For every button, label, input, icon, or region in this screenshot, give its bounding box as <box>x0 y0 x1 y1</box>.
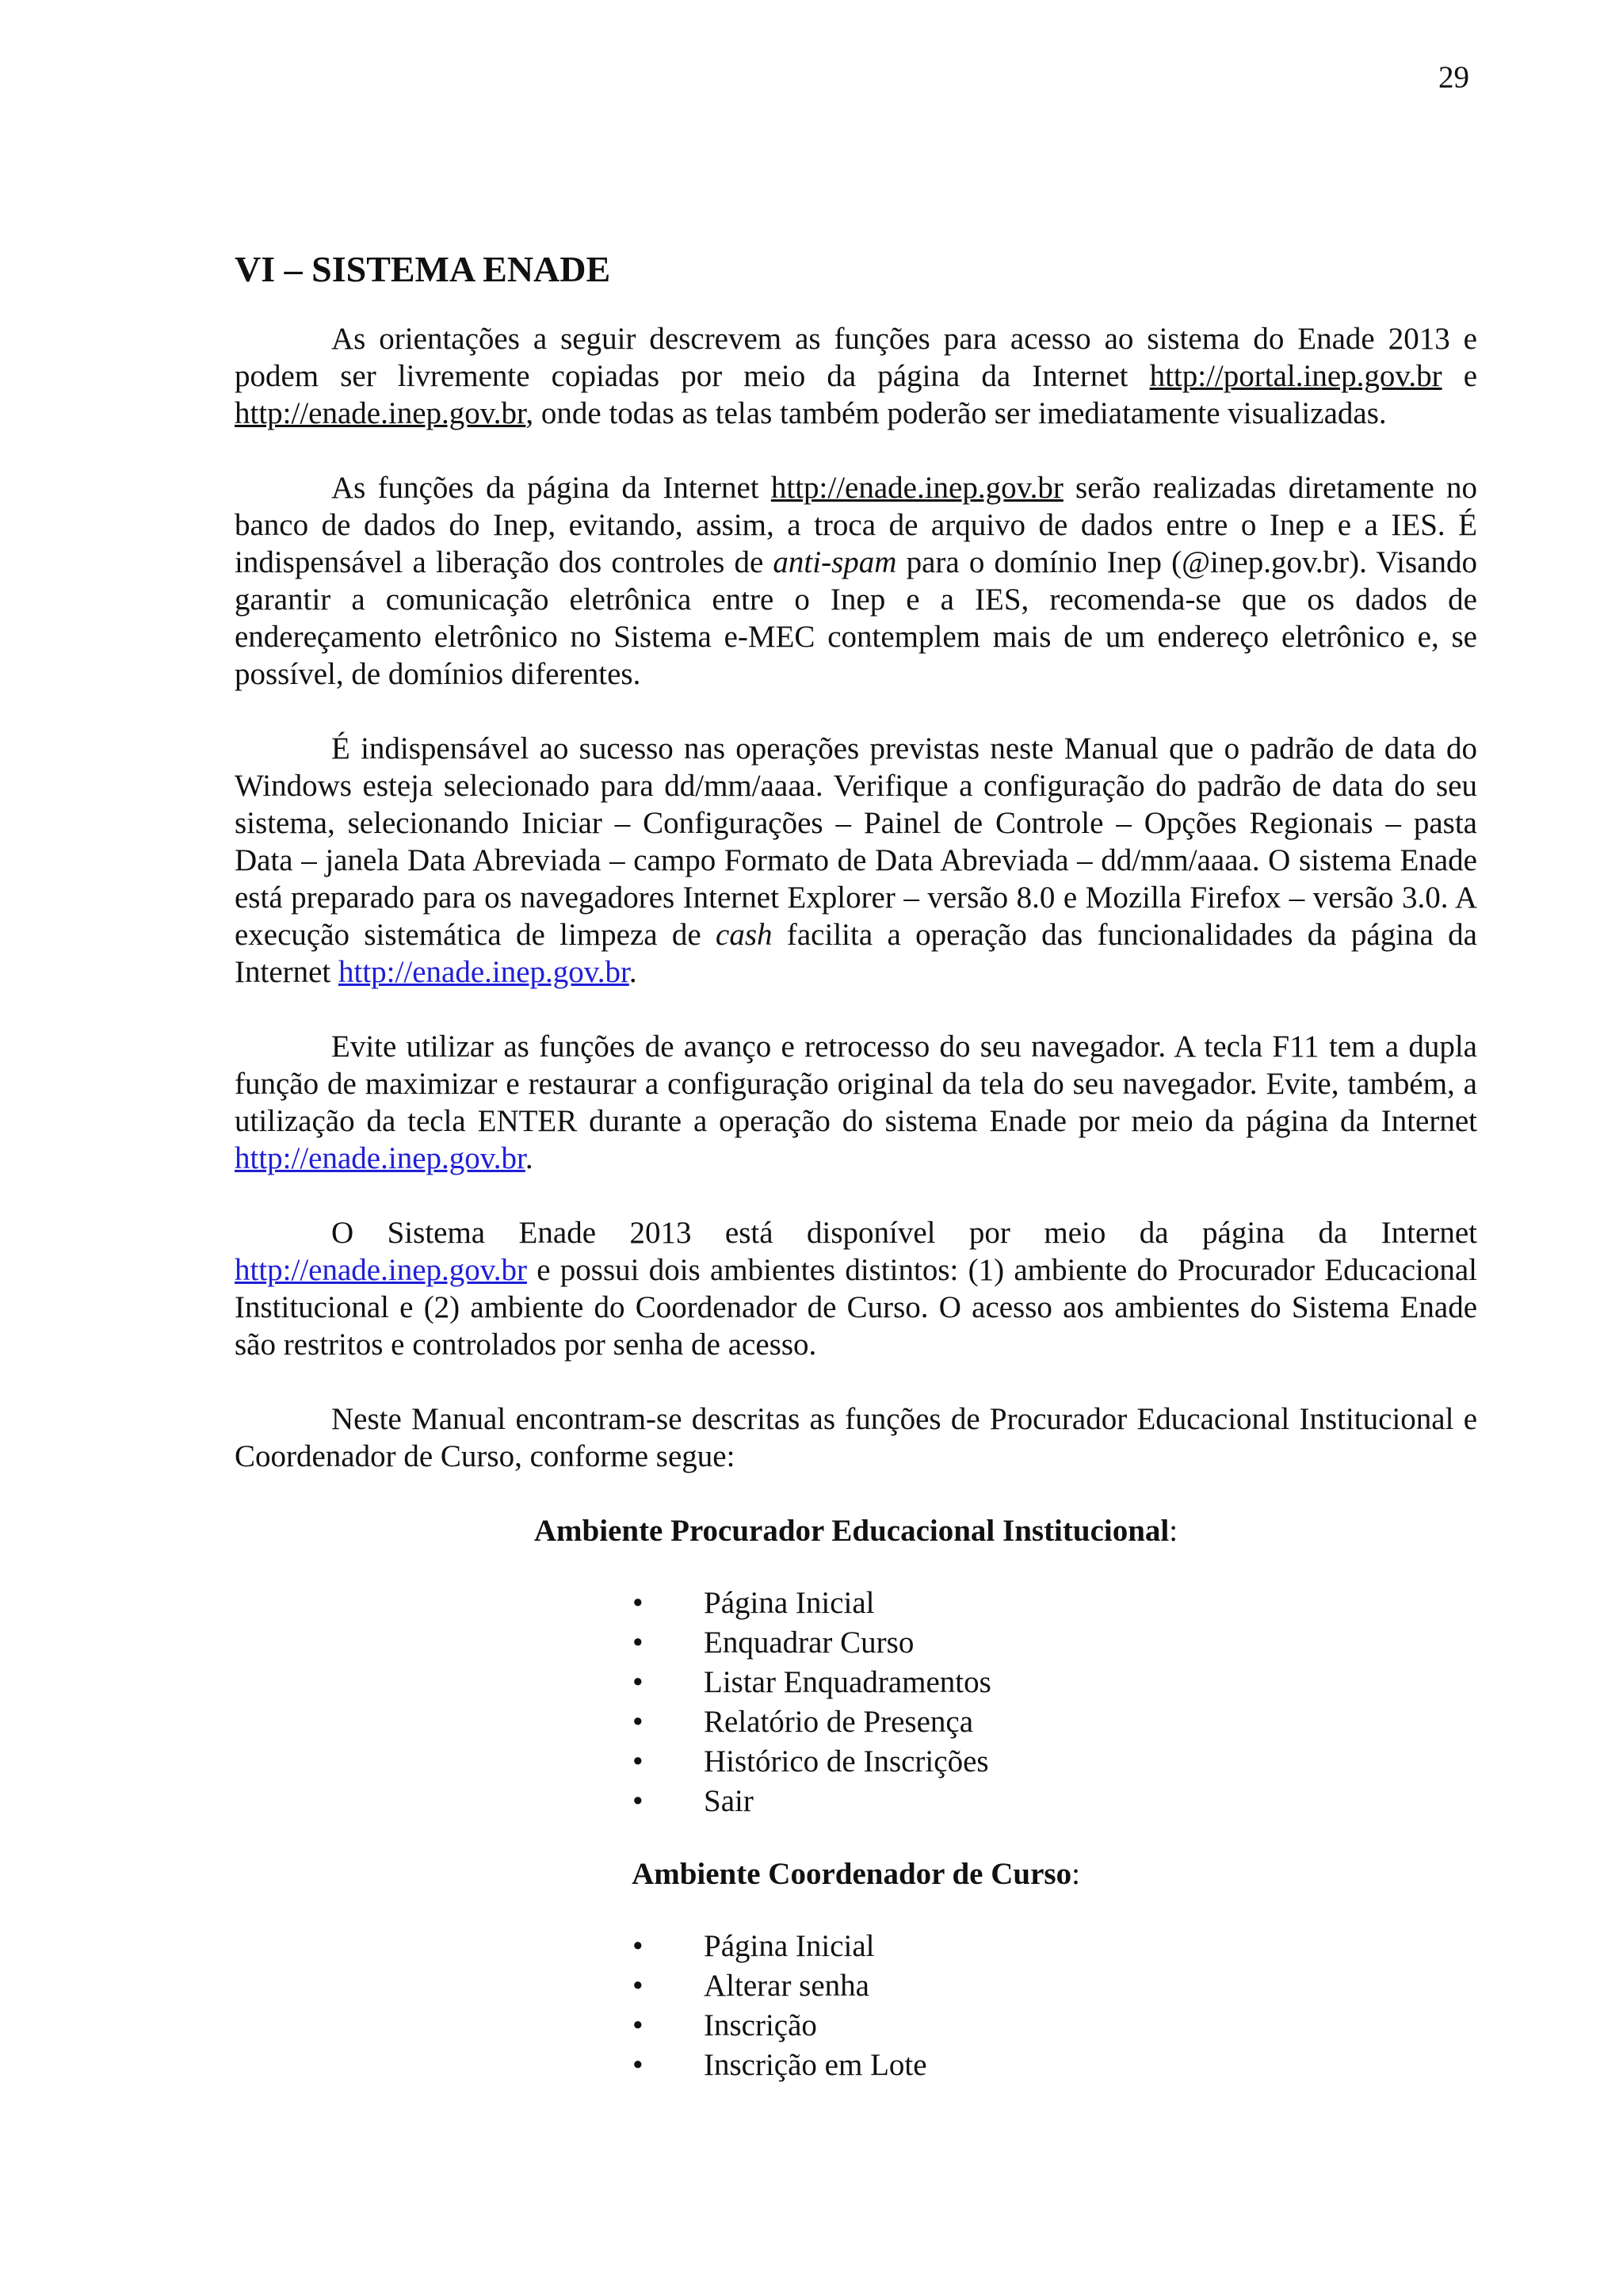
bullet-icon: • <box>632 1744 643 1778</box>
paragraph-1 <box>235 320 1477 432</box>
bullet-icon: • <box>632 1586 643 1620</box>
section-title-text: Ambiente Coordenador de Curso <box>632 1857 1072 1891</box>
paragraph-3 <box>235 730 1477 991</box>
list-item-label: Inscrição em Lote <box>704 2048 927 2082</box>
link-enade-inep[interactable]: http://enade.inep.gov.br <box>338 955 629 989</box>
paragraph-text: O Sistema Enade 2013 está disponível por meio da página da Internet <box>331 1216 1477 1250</box>
paragraph-text: . <box>628 955 637 989</box>
paragraph-text: As orientações a seguir descrevem as funções para acesso ao sistema do Enade 2013 e podem ser livremente copiadas por meio da página da Internet <box>235 322 1477 393</box>
section-title-suffix: : <box>1071 1857 1080 1891</box>
bullet-icon: • <box>632 1705 643 1739</box>
page-content <box>235 247 1477 2119</box>
section-heading: VI – SISTEMA ENADE <box>235 249 611 289</box>
paragraph-text: , onde todas as telas também poderão ser imediatamente visualizadas. <box>525 396 1387 430</box>
list-item <box>632 1966 1477 2006</box>
bullet-icon: • <box>632 2008 643 2042</box>
paragraph-6: Neste Manual encontram-se descritas as funções de Procurador Educacional Institucional e Coordenador de Curso, conforme segue: <box>235 1402 1477 1473</box>
list-item <box>632 1623 1477 1663</box>
paragraph-text: e possui dois ambientes distintos: (1) ambiente do Procurador Educacional Institucional e (2) ambiente do Coordenador de Curso. O acesso aos ambientes do Sistema Enade são restritos e controlados por senha de acesso. <box>235 1253 1477 1362</box>
paragraph-text: serão realizadas diretamente no banco de dados do Inep, evitando, assim, a troca de arquivo de dados entre o Inep e a IES. É indispensável a liberação dos controles de <box>235 471 1477 579</box>
paragraph-text: As funções da página da Internet <box>331 471 771 505</box>
list-item-label: Página Inicial <box>704 1586 875 1620</box>
link-enade-inep[interactable]: http://enade.inep.gov.br <box>770 471 1064 505</box>
list-item <box>632 1584 1477 1623</box>
link-enade-inep[interactable]: http://enade.inep.gov.br <box>235 396 526 430</box>
list-procurador <box>235 1584 1477 1821</box>
list-item <box>632 1782 1477 1821</box>
bullet-icon: • <box>632 1665 643 1699</box>
bullet-icon: • <box>632 2048 643 2082</box>
paragraph-text: . <box>525 1141 533 1175</box>
paragraph-2 <box>235 469 1477 693</box>
paragraph-text: para o domínio Inep (@inep.gov.br). Visando garantir a comunicação eletrônica entre o Inep e a IES, recomenda-se que os dados de endereçamento eletrônico no Sistema e-MEC contemplem mais de um endereço eletrônico e, se possível, de domínios diferentes. <box>235 545 1477 691</box>
paragraph-4 <box>235 1028 1477 1177</box>
list-item <box>632 2006 1477 2046</box>
link-enade-inep[interactable]: http://enade.inep.gov.br <box>235 1141 525 1175</box>
list-coordenador <box>235 1927 1477 2085</box>
italic-term: anti-spam <box>773 545 897 579</box>
list-item-label: Alterar senha <box>704 1969 869 2003</box>
list-item <box>632 2046 1477 2085</box>
list-item-label: Relatório de Presença <box>704 1705 974 1739</box>
paragraph-5 <box>235 1214 1477 1363</box>
link-enade-inep[interactable]: http://enade.inep.gov.br <box>235 1253 527 1287</box>
list-item-label: Página Inicial <box>704 1929 875 1963</box>
list-item <box>632 1702 1477 1742</box>
list-item <box>632 1742 1477 1782</box>
section-title-text: Ambiente Procurador Educacional Institucional <box>533 1514 1170 1548</box>
section-title-procurador <box>235 1512 1477 1549</box>
list-item <box>632 1663 1477 1702</box>
list-item-label: Sair <box>704 1784 754 1818</box>
bullet-icon: • <box>632 1784 643 1818</box>
page-number: 29 <box>1438 60 1469 94</box>
bullet-icon: • <box>632 1969 643 2003</box>
list-item-label: Inscrição <box>704 2008 817 2042</box>
paragraph-text: e <box>1442 359 1477 393</box>
section-title-coordenador <box>235 1855 1477 1893</box>
paragraph-text: Evite utilizar as funções de avanço e retrocesso do seu navegador. A tecla F11 tem a dupla função de maximizar e restaurar a configuração original da tela do seu navegador. Evite, também, a utilização da tecla ENTER durante a operação do sistema Enade por meio da página da Internet <box>235 1030 1477 1138</box>
bullet-icon: • <box>632 1929 643 1963</box>
paragraph-text: É indispensável ao sucesso nas operações previstas neste Manual que o padrão de data do Windows esteja selecionado para dd/mm/aaaa. Verifique a configuração do padrão de data do seu sistema, selecionando Iniciar – Configurações – Painel de Controle – Opções Regionais – pasta Data – janela Data Abreviada – campo Formato de Data Abreviada – dd/mm/aaaa. O sistema Enade está preparado para os navegadores Internet Explorer – versão 8.0 e Mozilla Firefox – versão 3.0. A execução sistemática de limpeza de <box>235 732 1477 952</box>
bullet-icon: • <box>632 1626 643 1660</box>
link-portal-inep[interactable]: http://portal.inep.gov.br <box>1149 359 1442 393</box>
list-item-label: Listar Enquadramentos <box>704 1665 991 1699</box>
list-item-label: Histórico de Inscrições <box>704 1744 989 1778</box>
section-title-suffix: : <box>1169 1514 1178 1548</box>
italic-term: cash <box>716 918 773 952</box>
list-item <box>632 1927 1477 1966</box>
paragraph-text: facilita a operação das funcionalidades da página da Internet <box>235 918 1477 989</box>
list-item-label: Enquadrar Curso <box>704 1626 915 1660</box>
